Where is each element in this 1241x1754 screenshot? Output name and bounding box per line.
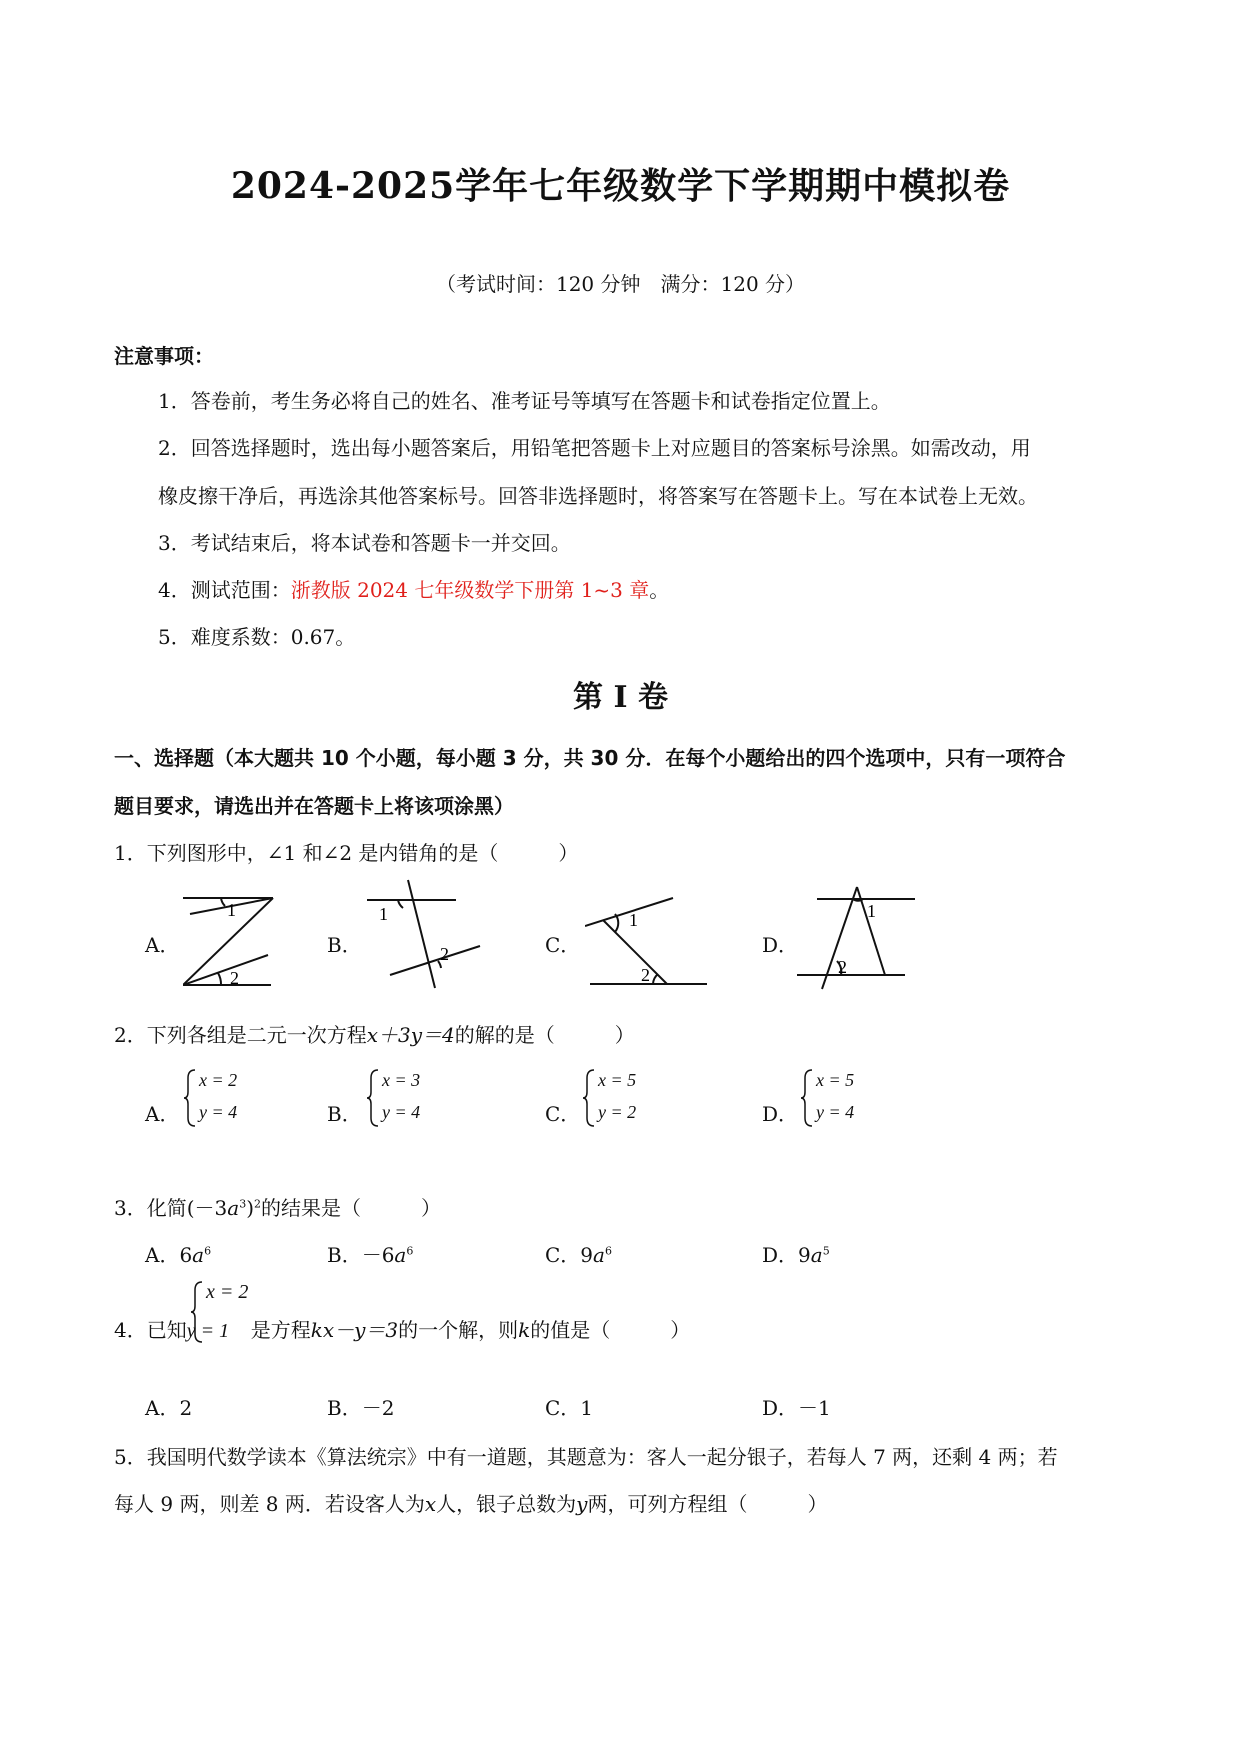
q1-stem: 1．下列图形中，∠1 和∠2 是内错角的是（ ） (114, 841, 579, 865)
part1-heading-2: 题目要求，请选出并在答题卡上将该项涂黑） (114, 794, 514, 818)
q1-figure-a (183, 888, 293, 988)
q5-line2-a: 每人 9 两，则差 8 两．若设客人为 (114, 1492, 425, 1516)
q4-option-d: D．－1 (762, 1396, 831, 1420)
q2-b-brace-icon (366, 1068, 380, 1128)
q3-stem-a: 3．化简(－3 (114, 1196, 228, 1220)
q4-option-c: C．1 (545, 1396, 594, 1420)
q2-stem-b: 的解的是（ ） (454, 1023, 635, 1047)
q3-stem-b: ) (246, 1196, 255, 1220)
q3-c-coef: C．9 (545, 1243, 594, 1267)
q2-c-line2: y = 2 (598, 1102, 637, 1122)
q1-d-angle2-label: 2 (838, 957, 847, 977)
q3-b-coef: B．－6 (327, 1243, 395, 1267)
q5-line2 (114, 1488, 827, 1517)
q1-b-angle2-label: 2 (440, 944, 449, 964)
notice-heading: 注意事项： (114, 344, 214, 368)
q4-k: k (518, 1318, 531, 1342)
notice-item-3: 3．考试结束后，将本试卷和答题卡一并交回。 (158, 531, 571, 555)
q2-option-a-label: A． (145, 1102, 180, 1126)
exam-info: （考试时间：120 分钟 满分：120 分） (435, 272, 806, 296)
q3-a-var: a (192, 1243, 205, 1267)
q1-option-a-label: A． (145, 933, 180, 957)
q1-c-angle2-label: 2 (641, 965, 650, 985)
q4-stem-a: 4．已知 (114, 1318, 187, 1342)
q2-option-d-label: D． (762, 1102, 799, 1126)
q1-figure-b (362, 878, 492, 993)
notice-item-5: 5．难度系数：0.67。 (158, 625, 356, 649)
q2-b-line1: x = 3 (382, 1070, 421, 1090)
q5-x: x (424, 1492, 437, 1516)
part1-heading-1: 一、选择题（本大题共 10 个小题，每小题 3 分，共 30 分．在每个小题给出的四个选项中，只有一项符合 (114, 746, 1066, 770)
q2-stem (114, 1019, 635, 1048)
q3-stem (114, 1192, 441, 1221)
q2-c-line1: x = 5 (598, 1070, 637, 1090)
notice-item-1: 1．答卷前，考生务必将自己的姓名、准考证号等填写在答题卡和试卷指定位置上。 (158, 389, 891, 413)
q1-figure-d (797, 885, 922, 993)
q4-sys-line2: y = 1 (186, 1320, 230, 1342)
q4-option-b: B．－2 (327, 1396, 395, 1420)
q2-d-line1: x = 5 (816, 1070, 855, 1090)
section-title: 第 Ⅰ 卷 (573, 680, 668, 715)
q4-stem (114, 1314, 690, 1343)
notice-item-2: 2．回答选择题时，选出每小题答案后，用铅笔把答题卡上对应题目的答案标号涂黑。如需改动，用 (158, 436, 1031, 460)
q4-stem-c: 的一个解，则 (398, 1318, 519, 1342)
q2-option-c-label: C． (545, 1102, 581, 1126)
q3-exp1: 3 (239, 1197, 247, 1211)
q5-line1: 5．我国明代数学读本《算法统宗》中有一道题，其题意为：客人一起分银子，若每人 7 两，还剩 4 两；若 (114, 1445, 1058, 1469)
q2-option-b-label: B． (327, 1102, 362, 1126)
q1-a-angle1-label: 1 (227, 900, 236, 920)
q3-a-exp: 6 (204, 1244, 212, 1258)
q3-d-exp: 5 (822, 1244, 830, 1258)
q2-stem-a: 2．下列各组是二元一次方程 (114, 1023, 367, 1047)
q1-b-angle1-label: 1 (379, 904, 388, 924)
q4-equation: kx－y＝3 (310, 1318, 399, 1342)
page-title: 2024-2025学年七年级数学下学期期中模拟卷 (230, 165, 1011, 207)
q3-stem-c: 的结果是（ ） (261, 1196, 442, 1220)
test-scope: 浙教版 2024 七年级数学下册第 1~3 章 (290, 578, 650, 602)
q1-option-d-label: D． (762, 933, 799, 957)
q5-line2-b: 人，银子总数为 (436, 1492, 577, 1516)
q3-b-exp: 6 (406, 1244, 414, 1258)
q3-a-coef: A．6 (145, 1243, 193, 1267)
notice-item-4-label: 4．测试范围： (158, 578, 291, 602)
notice-item-2-cont: 橡皮擦干净后，再选涂其他答案标号。回答非选择题时，将答案写在答题卡上。写在本试卷上无效。 (158, 484, 1038, 508)
q3-option-c (545, 1239, 612, 1268)
q3-option-b (327, 1239, 413, 1268)
q2-b-line2: y = 4 (382, 1102, 421, 1122)
q2-d-line2: y = 4 (816, 1102, 855, 1122)
q3-d-coef: D．9 (762, 1243, 811, 1267)
q4-option-a: A．2 (145, 1396, 193, 1420)
q1-option-b-label: B． (327, 933, 362, 957)
q2-c-brace-icon (582, 1068, 596, 1128)
q1-c-angle1-label: 1 (629, 910, 638, 930)
q3-d-var: a (810, 1243, 823, 1267)
q3-c-var: a (593, 1243, 605, 1267)
q3-var: a (227, 1196, 240, 1220)
q3-b-var: a (394, 1243, 407, 1267)
q5-line2-c: 两，可列方程组（ ） (587, 1492, 828, 1516)
q2-a-line2: y = 4 (199, 1102, 238, 1122)
q4-stem-d: 的值是（ ） (530, 1318, 691, 1342)
q2-equation: x＋3y＝4 (366, 1023, 455, 1047)
q2-a-brace-icon (183, 1068, 197, 1128)
q2-d-brace-icon (800, 1068, 814, 1128)
q1-d-angle1-label: 1 (867, 901, 876, 921)
q3-exp2: 2 (254, 1197, 262, 1211)
q5-y: y (576, 1492, 588, 1516)
q2-a-line1: x = 2 (199, 1070, 238, 1090)
q4-stem-b: 是方程 (250, 1318, 311, 1342)
q3-option-d (762, 1239, 830, 1268)
q3-c-exp: 6 (604, 1244, 612, 1258)
notice-item-4 (158, 574, 669, 603)
q1-option-c-label: C． (545, 933, 581, 957)
notice-item-4-end: 。 (649, 578, 670, 602)
q4-sys-line1: x = 2 (206, 1281, 249, 1303)
q3-option-a (145, 1239, 211, 1268)
q1-figure-c (585, 888, 715, 993)
q1-a-angle2-label: 2 (230, 968, 239, 988)
